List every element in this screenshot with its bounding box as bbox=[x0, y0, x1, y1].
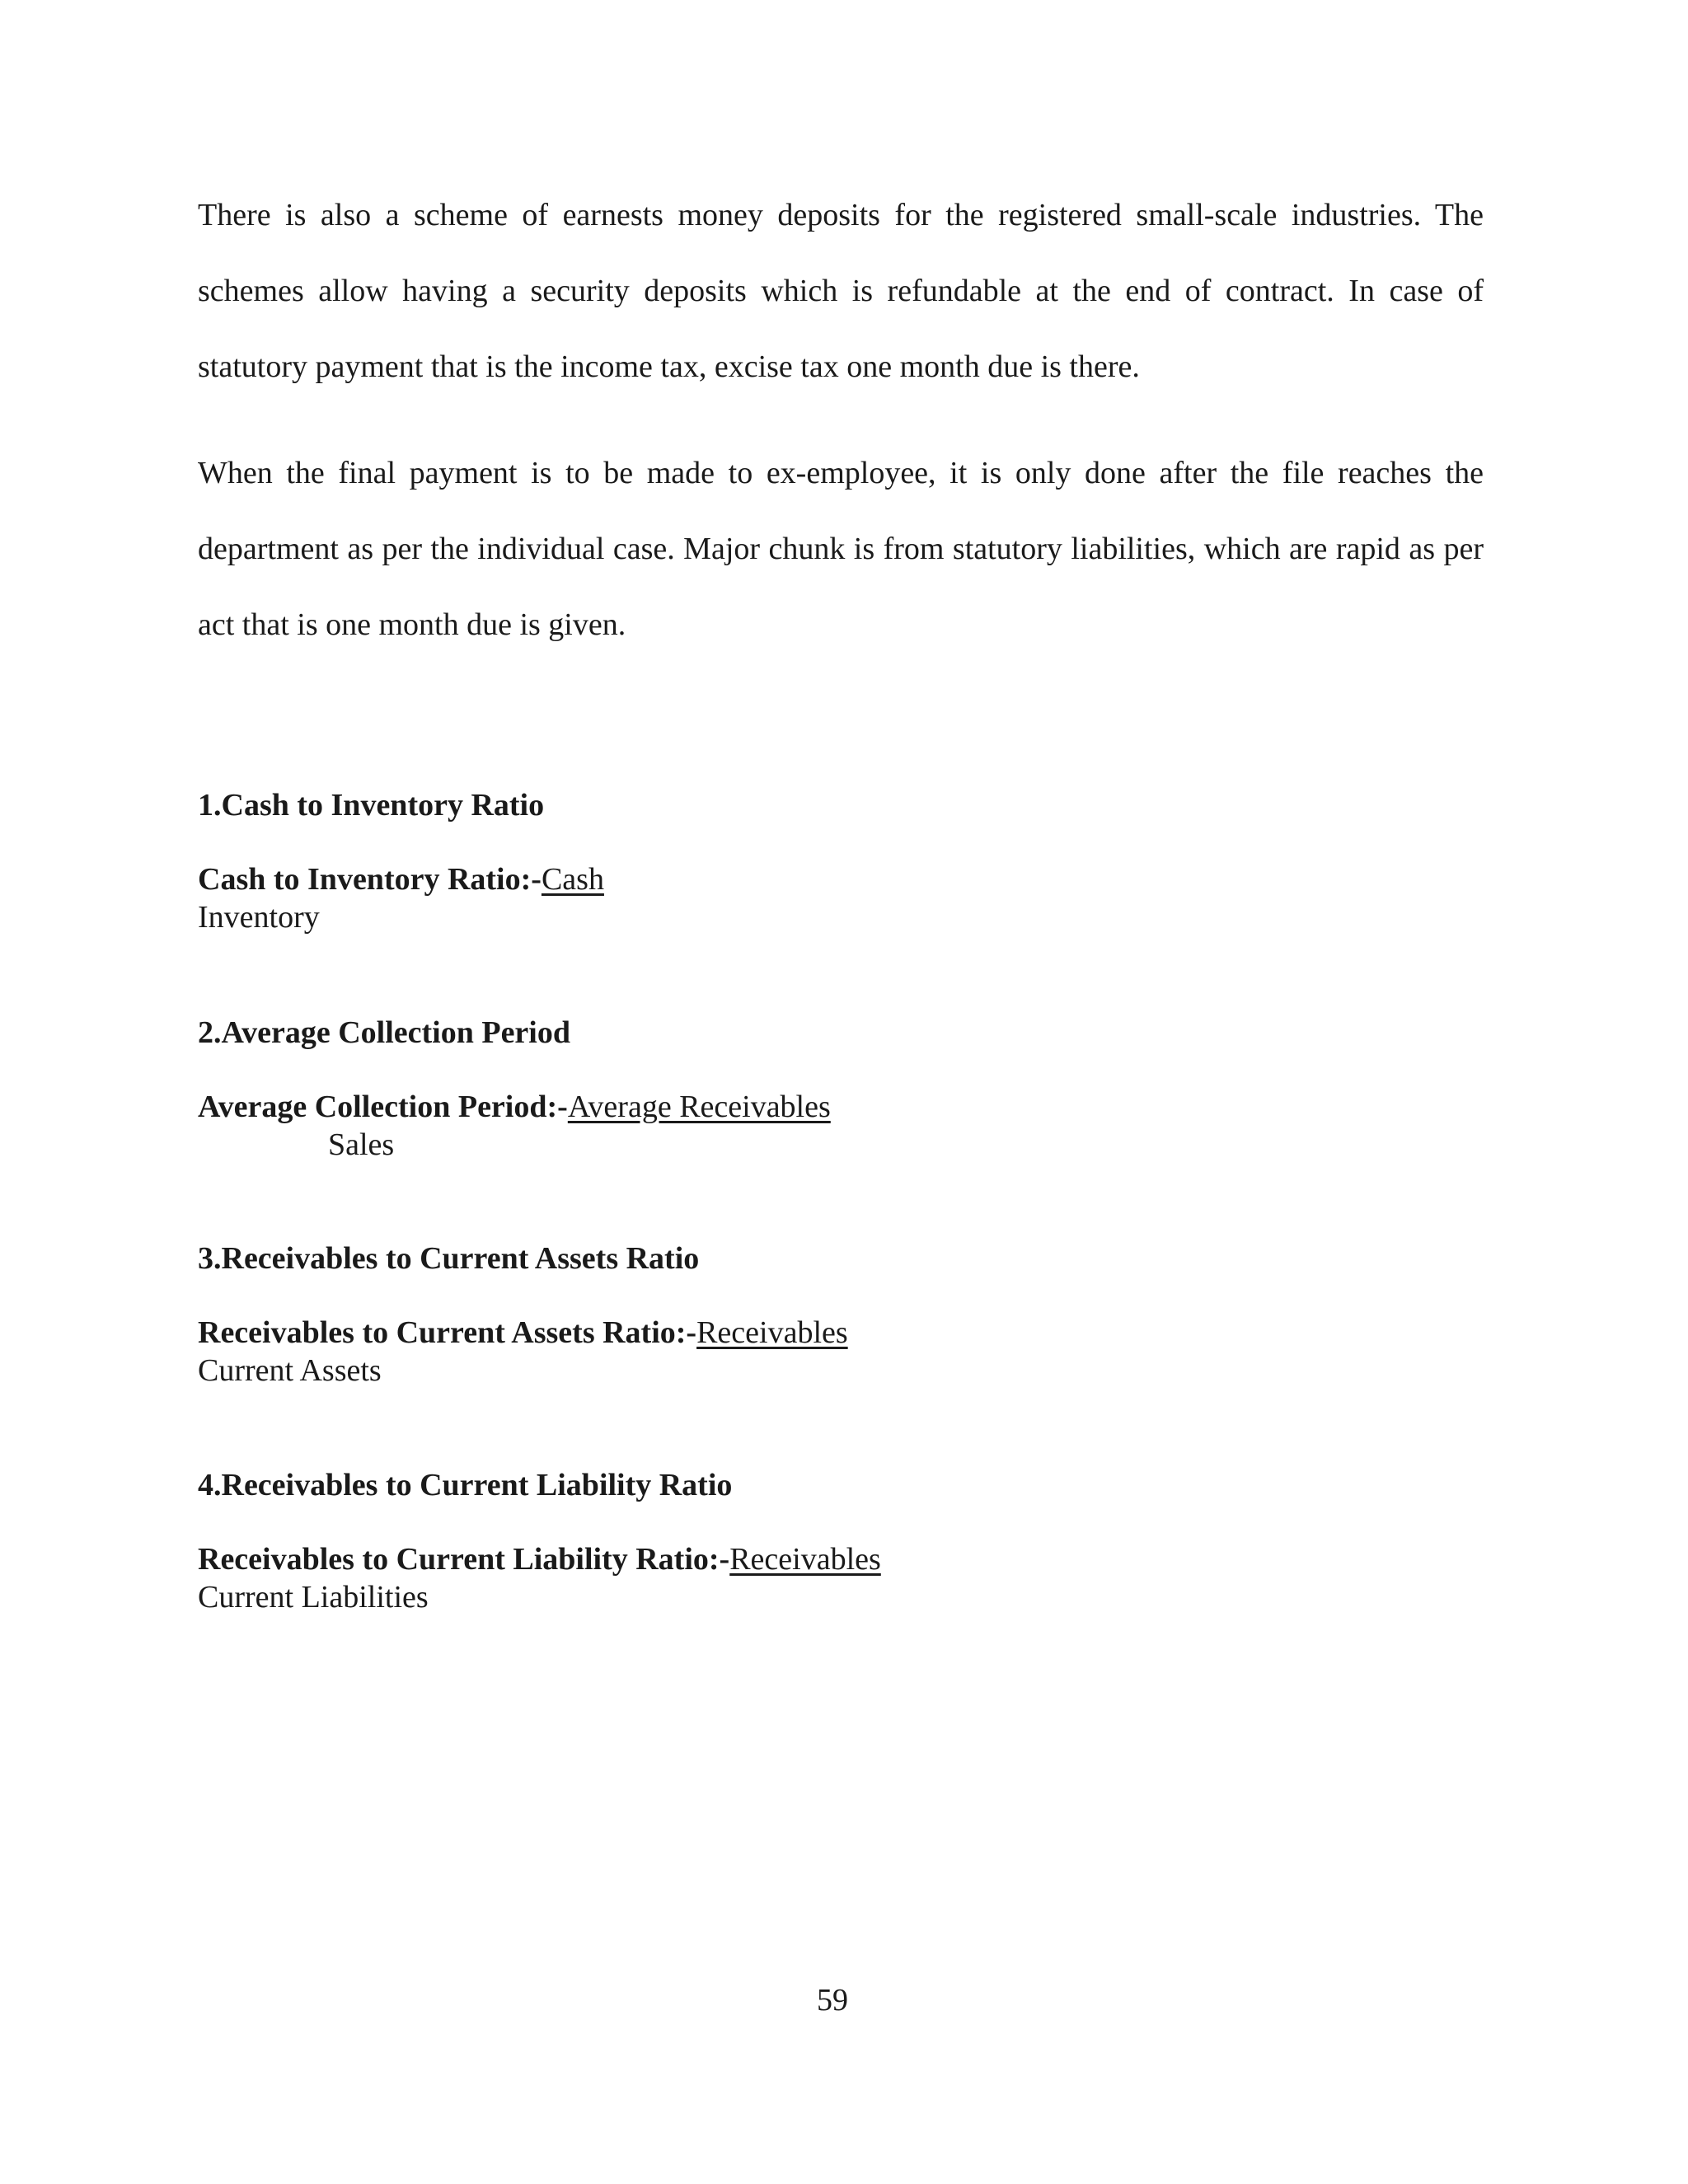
ratio-heading-receivables-to-current-assets: 3.Receivables to Current Assets Ratio bbox=[198, 1241, 700, 1276]
formula-label: Cash to Inventory Ratio:- bbox=[198, 862, 542, 897]
ratio-heading-cash-to-inventory: 1.Cash to Inventory Ratio bbox=[198, 788, 545, 823]
formula-label: Average Collection Period:- bbox=[198, 1090, 568, 1124]
ratio-formula-receivables-to-current-liability bbox=[198, 1540, 881, 1616]
formula-denominator: Inventory bbox=[198, 900, 320, 935]
ratio-formula-cash-to-inventory bbox=[198, 860, 604, 936]
formula-denominator: Current Assets bbox=[198, 1353, 382, 1388]
ratio-heading-receivables-to-current-liability: 4.Receivables to Current Liability Ratio bbox=[198, 1468, 733, 1502]
paragraph-earnest-money: There is also a scheme of earnests money deposits for the registered small-scale industries. The schemes allow having a security deposits which is refundable at the end of contract. In case of statutory payment that is the income tax, excise tax one month due is there. bbox=[198, 198, 1484, 384]
ratio-formula-receivables-to-current-assets bbox=[198, 1314, 848, 1390]
page-number: 59 bbox=[817, 1983, 848, 2018]
formula-denominator: Current Liabilities bbox=[198, 1580, 429, 1615]
formula-numerator: Cash bbox=[541, 862, 604, 897]
ratio-formula-average-collection-period bbox=[198, 1088, 831, 1164]
formula-label: Receivables to Current Liability Ratio:- bbox=[198, 1542, 730, 1577]
paragraph-final-payment: When the final payment is to be made to ex-employee, it is only done after the file reaches the department as per the individual case. Major chunk is from statutory liabilities, which are rapid as per act that is one month due is given. bbox=[198, 456, 1484, 642]
formula-label: Receivables to Current Assets Ratio:- bbox=[198, 1315, 697, 1350]
ratio-heading-average-collection-period: 2.Average Collection Period bbox=[198, 1015, 570, 1050]
formula-numerator: Receivables bbox=[696, 1315, 848, 1350]
formula-denominator: Sales bbox=[328, 1127, 395, 1162]
formula-numerator: Receivables bbox=[729, 1542, 881, 1577]
formula-numerator: Average Receivables bbox=[567, 1090, 831, 1124]
